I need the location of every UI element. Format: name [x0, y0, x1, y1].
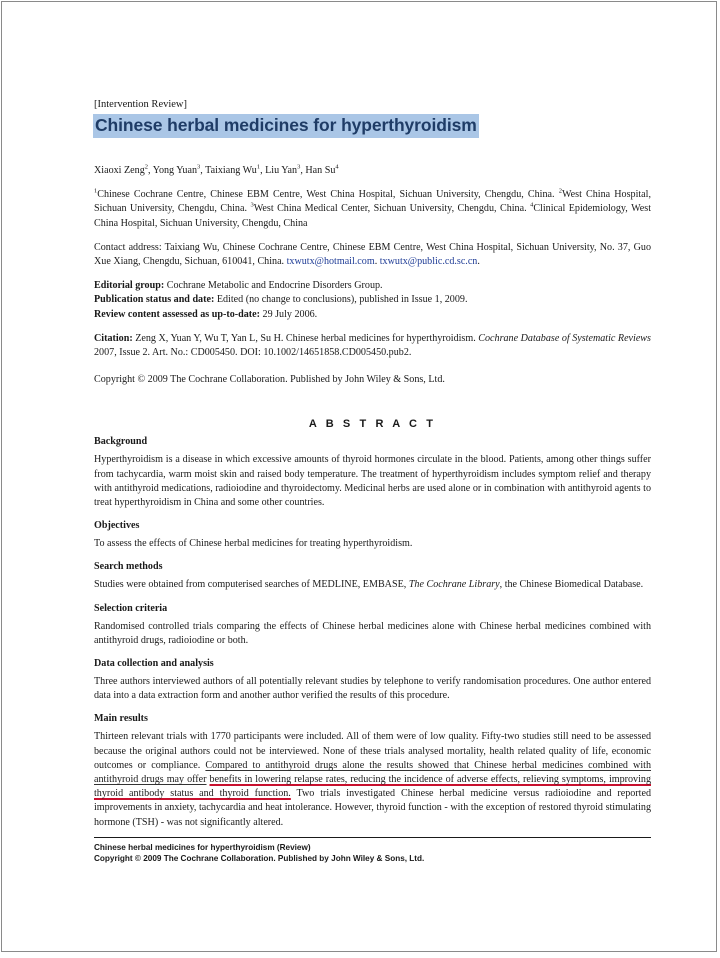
publication-status-label: Publication status and date: — [94, 294, 215, 306]
citation-details: 2007, Issue 2. Art. No.: CD005450. DOI: 10.1002/14651858.CD005450.pub2. — [94, 347, 412, 359]
author-affiliation-mark: 3 — [197, 163, 201, 171]
author-affiliation-mark: 2 — [144, 163, 148, 171]
main-results-continuation: Two trials investigated Chinese herbal medicine versus radioiodine and reported improvements in anxiety, tachycardia and heat intolerance. However, thyroid function - with the exception of restored thyroid stimulating hormone (TSH) - was not significantly altered. — [94, 788, 652, 828]
footer-copyright: Copyright © 2009 The Cochrane Collaboration. Published by John Wiley & Sons, Ltd. — [94, 854, 425, 863]
cochrane-library-name: The Cochrane Library — [408, 579, 500, 591]
selection-criteria-text: Randomised controlled trials comparing the effects of Chinese herbal medicines alone with Chinese herbal medicines combined with antithyroid drugs, radioiodine or both. — [94, 620, 651, 646]
publication-status-value: Edited (no change to conclusions), published in Issue 1, 2009. — [216, 294, 468, 306]
affiliation-text: Chinese Cochrane Centre, Chinese EBM Centre, West China Hospital, Sichuan University, Chengdu, China. — [97, 189, 555, 201]
author-name: Taixiang Wu — [205, 165, 257, 176]
review-assessed-label: Review content assessed as up-to-date: — [94, 308, 260, 320]
section-heading-background: Background — [94, 436, 148, 448]
page-footer — [94, 837, 651, 864]
contact-address — [94, 241, 651, 269]
section-heading-objectives: Objectives — [94, 520, 140, 532]
review-type-label: [Intervention Review] — [94, 99, 188, 110]
citation-text: Zeng X, Yuan Y, Wu T, Yan L, Su H. Chinese herbal medicines for hyperthyroidism. — [135, 332, 476, 344]
red-underlined-passage: benefits in lowering relapse rates, reducing the incidence of adverse effects, relieving symptoms, improving thyroid antibody status and thyroid function. — [94, 774, 651, 800]
author-affiliation-mark: 1 — [256, 163, 261, 171]
affiliation-mark: 1 — [94, 187, 98, 195]
affiliation-text: Clinical Epidemiology, West China Hospital, Sichuan University, Chengdu, China — [94, 203, 652, 229]
author-list: Xiaoxi Zeng$^2$, Yong Yuan$^3$, Taixiang Wu$^1$, Liu Yan$^3$, Han Su$^4$ — [94, 163, 339, 176]
author-name: Liu Yan — [265, 165, 298, 176]
affiliation-mark: 2 — [558, 187, 562, 195]
search-methods-text — [94, 578, 651, 592]
main-results-intro: Thirteen relevant trials with 1770 participants were included. All of them were of low quality. Fifty-two studies still need to be assessed because the original authors could not be interviewed. None of these trials analysed mortality, health related quality of life, economic outcomes or compliance. — [94, 731, 651, 771]
editorial-group-value: Cochrane Metabolic and Endocrine Disorders Group. — [166, 280, 383, 292]
review-assessed-value: 29 July 2006. — [262, 308, 318, 320]
section-heading-selection-criteria: Selection criteria — [94, 602, 168, 614]
affiliation-text: West China Hospital, Sichuan University, Chengdu, China. — [94, 189, 651, 215]
search-text: Studies were obtained from computerised searches of MEDLINE, EMBASE, — [94, 579, 407, 591]
editorial-info — [94, 279, 651, 322]
objectives-text: To assess the effects of Chinese herbal medicines for treating hyperthyroidism. — [94, 538, 413, 550]
email-link[interactable]: txwutx@hotmail.com — [286, 256, 375, 268]
affiliation-mark: 3 — [250, 202, 254, 210]
author-name: Han Su — [305, 165, 336, 176]
separator: . — [477, 256, 480, 268]
author-name: Xiaoxi Zeng — [94, 165, 145, 176]
author-affiliation-mark: 4 — [335, 163, 339, 171]
contact-text: Contact address: Taixiang Wu, Chinese Cochrane Centre, Chinese EBM Centre, West China Hospital, Sichuan University, No. 37, Guo Xue Xiang, Chengdu, Sichuan, 610041, China. — [94, 241, 651, 268]
citation-label: Citation: — [94, 332, 133, 344]
affiliation-mark: 4 — [530, 202, 534, 210]
search-text: , the Chinese Biomedical Database. — [499, 579, 644, 591]
page-title[interactable]: Chinese herbal medicines for hyperthyroidism — [93, 114, 479, 138]
separator: . — [374, 256, 378, 268]
author-name: Yong Yuan — [152, 165, 197, 176]
email-link[interactable]: txwutx@public.cd.sc.cn — [379, 256, 478, 268]
citation-journal: Cochrane Database of Systematic Reviews — [478, 332, 651, 344]
section-heading-main-results: Main results — [94, 713, 148, 725]
document-page — [1, 1, 717, 952]
data-collection-text: Three authors interviewed authors of all potentially relevant studies by telephone to verify randomisation procedures. One author entered data into a data extraction form and another author verified the results of this procedure. — [94, 676, 651, 702]
abstract-heading: A B S T R A C T — [308, 418, 437, 431]
editorial-group-label: Editorial group: — [94, 280, 165, 292]
footer-title: Chinese herbal medicines for hyperthyroidism (Review) — [94, 843, 311, 852]
author-affiliation-mark: 3 — [297, 163, 301, 171]
main-results-text — [94, 730, 651, 829]
section-heading-search-methods: Search methods — [94, 561, 163, 573]
underlined-passage: Compared to antithyroid drugs alone the results showed that Chinese herbal medicines combined with antithyroid drugs may offer — [94, 759, 652, 786]
page-content — [94, 99, 651, 830]
affiliations — [94, 188, 651, 231]
citation — [94, 332, 651, 360]
section-heading-data-collection: Data collection and analysis — [94, 658, 214, 670]
background-text: Hyperthyroidism is a disease in which excessive amounts of thyroid hormones circulate in the blood. Patients, among other things suffer from tachycardia, warm moist skin and raised body temperature. The treatment of hyperthyroidism includes symptom relief and therapy with antithyroid medications, radioiodine and thyroidectomy. Medicinal herbs are used alone or in combination with antithyroid agents to treat hyperthyroidism in China and some other countries. — [94, 454, 651, 509]
copyright-notice: Copyright © 2009 The Cochrane Collaboration. Published by John Wiley & Sons, Ltd. — [94, 374, 445, 386]
affiliation-text: West China Medical Center, Sichuan University, Chengdu, China. — [253, 203, 527, 215]
